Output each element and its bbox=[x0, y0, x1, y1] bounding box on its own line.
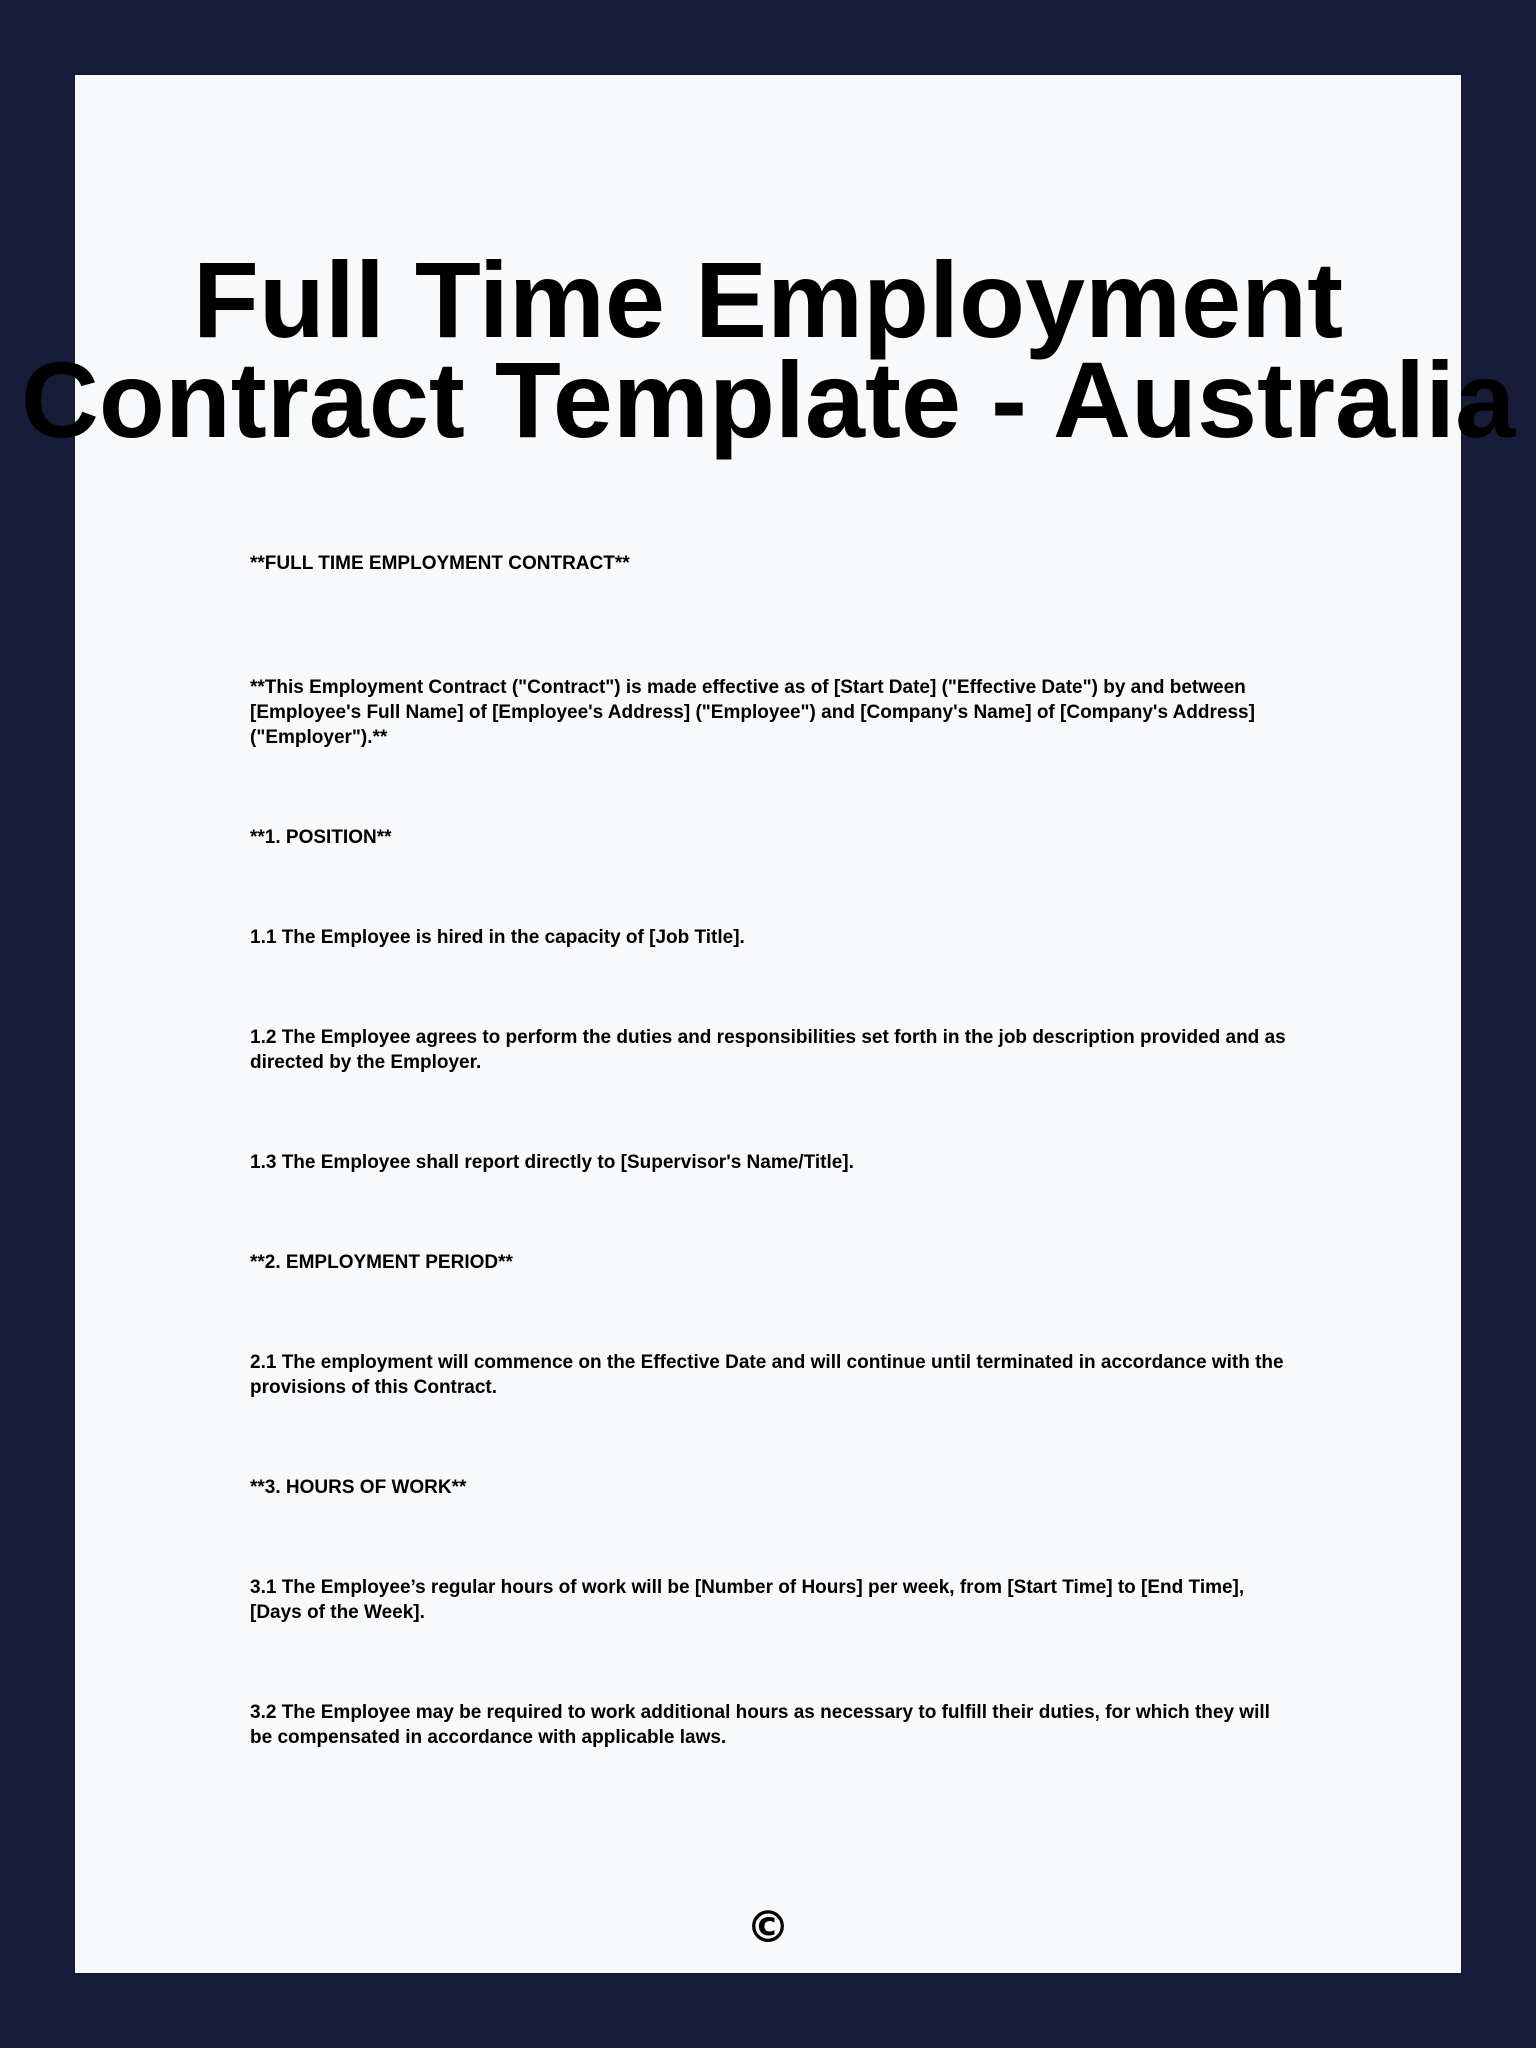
document-body bbox=[250, 551, 1290, 1750]
section-heading-position: **1. POSITION** bbox=[250, 827, 392, 848]
title-line-2: Contract Template - Australia bbox=[20, 339, 1516, 460]
copyright-icon: © bbox=[746, 1902, 790, 1953]
contract-intro-paragraph: **This Employment Contract ("Contract") is made effective as of [Start Date] ("Effective Date") by and between [Employee's Full Name] of [Employee's Address] ("Employee") and [Company's Name] of [Company's Address] ("Employer").** bbox=[250, 677, 1255, 748]
clause-3-1: 3.1 The Employee’s regular hours of work will be [Number of Hours] per week, from [Start Time] to [End Time], [Days of the Week]. bbox=[250, 1577, 1245, 1623]
title-line-1: Full Time Employment bbox=[192, 239, 1344, 360]
clause-1-1: 1.1 The Employee is hired in the capacity of [Job Title]. bbox=[250, 927, 745, 948]
section-heading-employment-period: **2. EMPLOYMENT PERIOD** bbox=[250, 1252, 513, 1273]
contract-heading: **FULL TIME EMPLOYMENT CONTRACT** bbox=[250, 553, 630, 574]
clause-1-2: 1.2 The Employee agrees to perform the duties and responsibilities set forth in the job description provided and as directed by the Employer. bbox=[250, 1027, 1286, 1073]
document-title bbox=[0, 239, 1536, 460]
clause-2-1: 2.1 The employment will commence on the Effective Date and will continue until terminated in accordance with the provisions of this Contract. bbox=[250, 1352, 1284, 1398]
clause-3-2: 3.2 The Employee may be required to work additional hours as necessary to fulfill their duties, for which they will be compensated in accordance with applicable laws. bbox=[250, 1702, 1270, 1748]
clause-1-3: 1.3 The Employee shall report directly to [Supervisor's Name/Title]. bbox=[250, 1152, 854, 1173]
section-heading-hours-of-work: **3. HOURS OF WORK** bbox=[250, 1477, 467, 1498]
